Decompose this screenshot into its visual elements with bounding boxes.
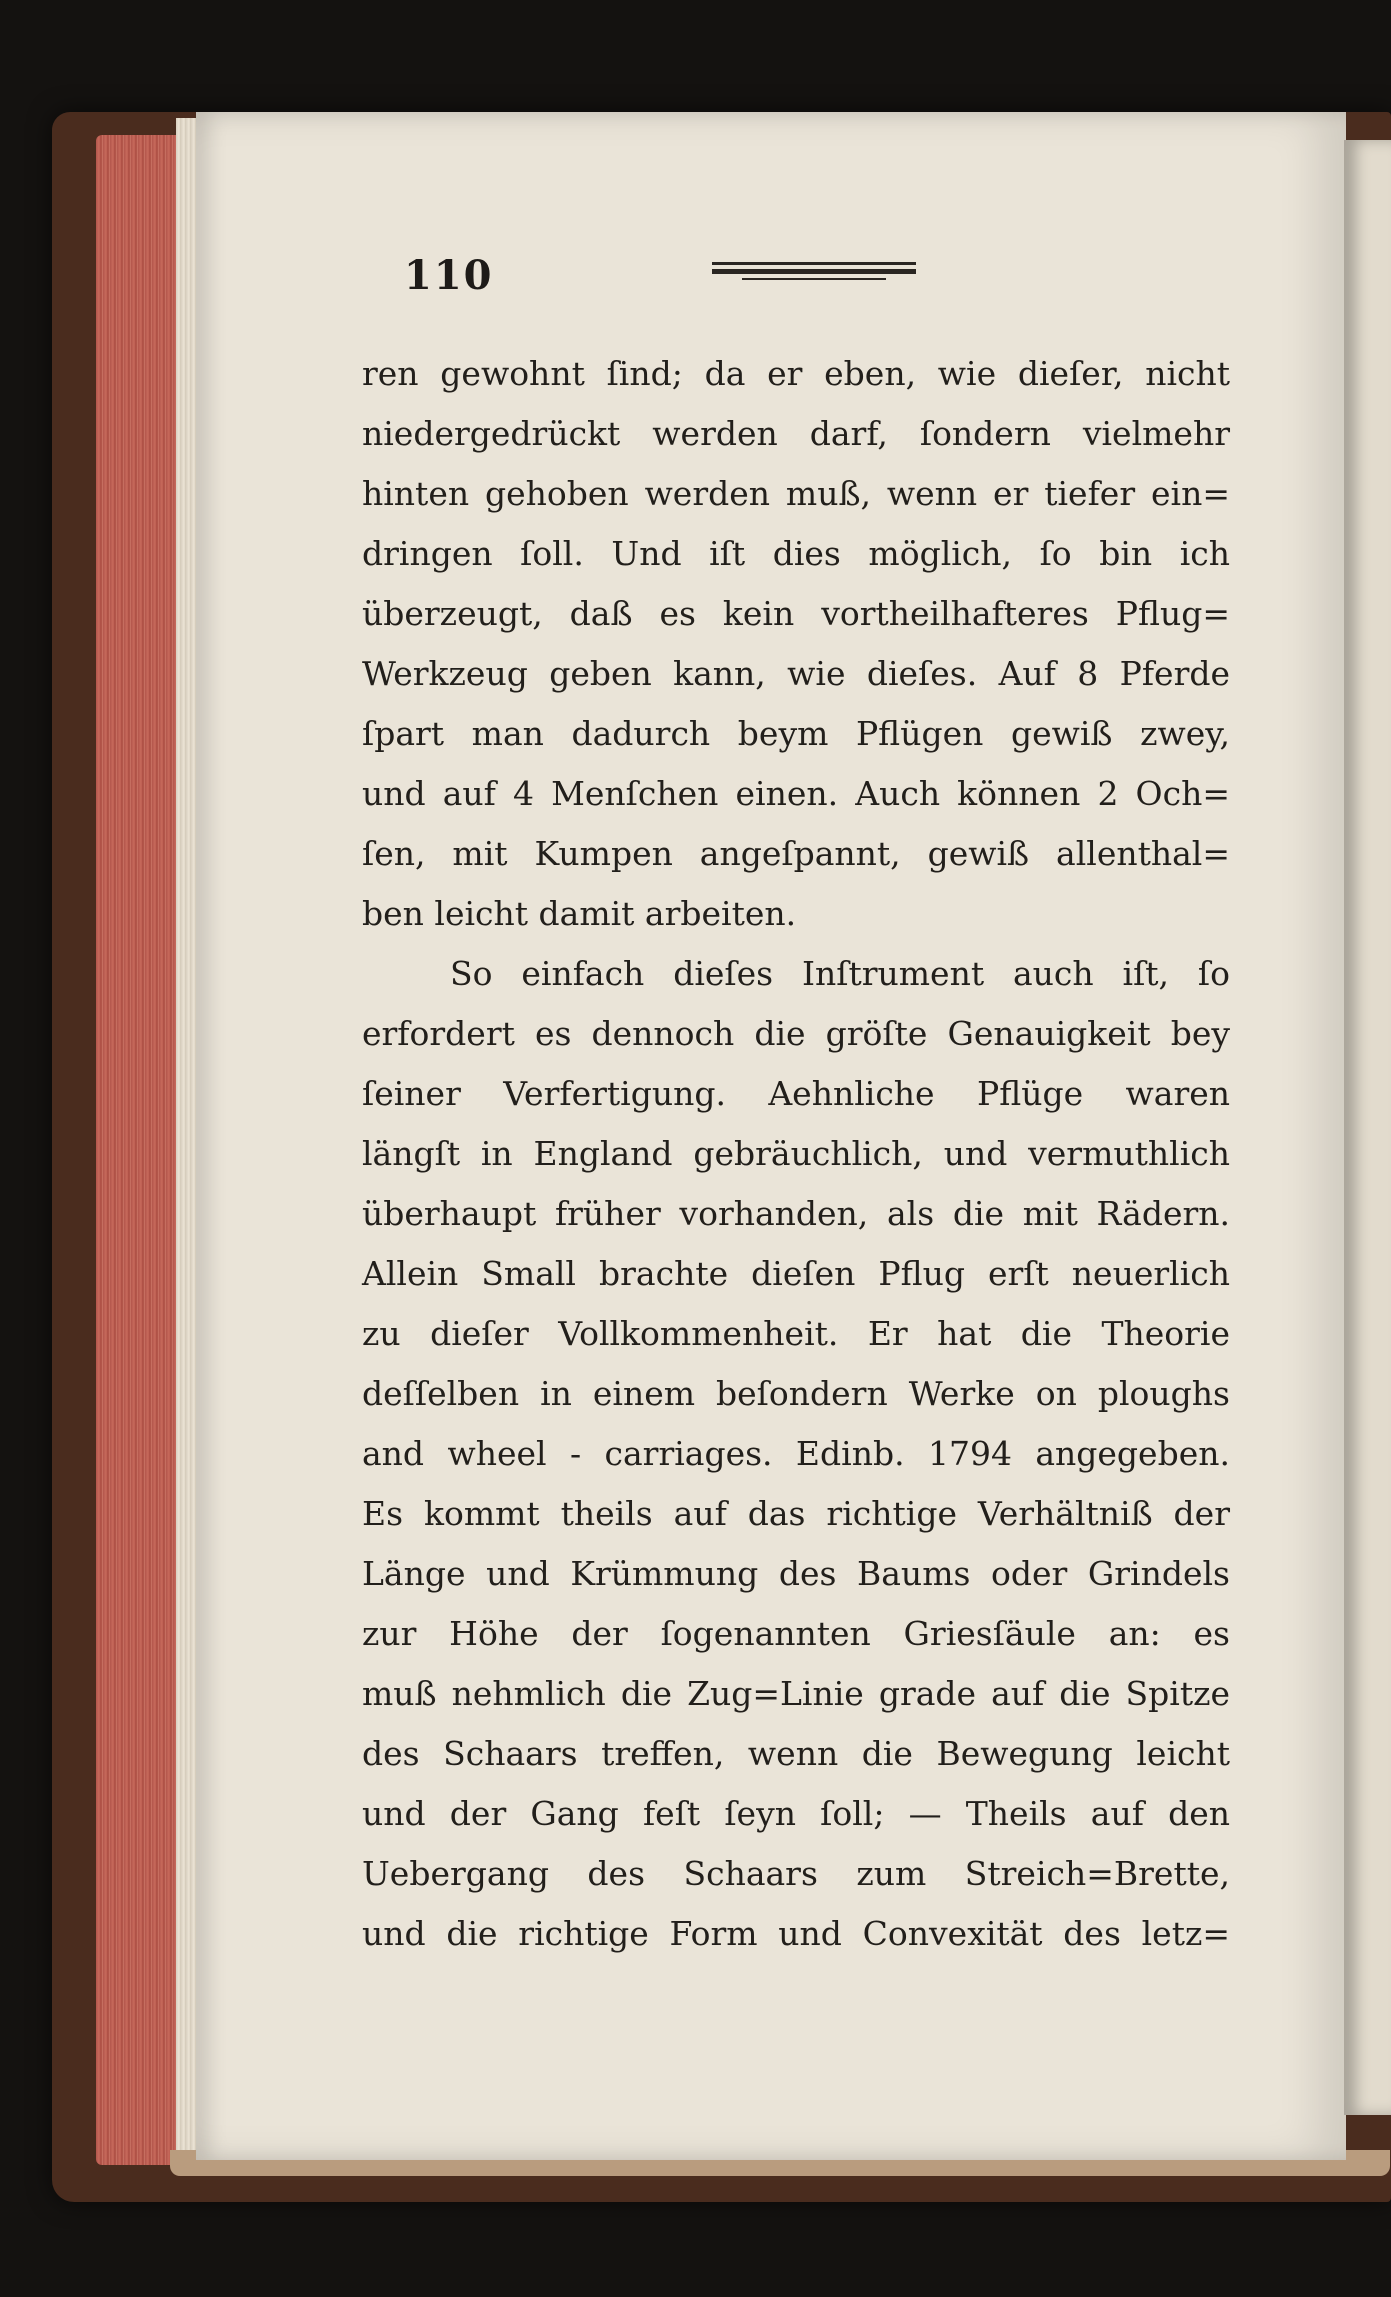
- text-line: ren gewohnt ſind; da er eben, wie dieſer, nicht: [362, 354, 1230, 393]
- text-line: Allein Small brachte dieſen Pflug erſt neuerlich: [362, 1254, 1230, 1293]
- text-line: Es kommt theils auf das richtige Verhältniß der: [362, 1494, 1230, 1533]
- text-line: zu dieſer Vollkommenheit. Er hat die Theorie: [362, 1314, 1230, 1353]
- text-line: und die richtige Form und Convexität des letz=: [362, 1914, 1230, 1953]
- text-line: Uebergang des Schaars zum Streich=Brette,: [362, 1854, 1230, 1893]
- text-line: und auf 4 Menſchen einen. Auch können 2 Och=: [362, 774, 1230, 813]
- text-line: and wheel - carriages. Edinb. 1794 angegeben.: [362, 1434, 1230, 1473]
- text-line: erfordert es dennoch die gröſte Genauigkeit bey: [362, 1014, 1230, 1053]
- text-line: ſeiner Verfertigung. Aehnliche Pflüge waren: [362, 1074, 1230, 1113]
- facing-page-edge: [1344, 140, 1391, 2115]
- text-line: dringen ſoll. Und iſt dies möglich, ſo bin ich: [362, 534, 1230, 573]
- text-line: überzeugt, daß es kein vortheilhafteres Pflug=: [362, 594, 1230, 633]
- text-line: So einfach dieſes Inſtrument auch iſt, ſo: [450, 954, 1230, 993]
- header-rule: [712, 260, 916, 282]
- text-line: zur Höhe der ſogenannten Griesſäule an: es: [362, 1614, 1230, 1653]
- text-line: des Schaars treffen, wenn die Bewegung leicht: [362, 1734, 1230, 1773]
- text-line: ſen, mit Kumpen angeſpannt, gewiß allenthal=: [362, 834, 1230, 873]
- text-line: und der Gang feſt ſeyn ſoll; — Theils auf den: [362, 1794, 1230, 1833]
- text-line: hinten gehoben werden muß, wenn er tiefer ein=: [362, 474, 1230, 513]
- text-line: niedergedrückt werden darf, ſondern vielmehr: [362, 414, 1230, 453]
- text-line: Werkzeug geben kann, wie dieſes. Auf 8 Pferde: [362, 654, 1230, 693]
- page-number: 110: [404, 252, 494, 299]
- text-line: längſt in England gebräuchlich, und vermuthlich: [362, 1134, 1230, 1173]
- text-line: Länge und Krümmung des Baums oder Grindels: [362, 1554, 1230, 1593]
- text-line: überhaupt früher vorhanden, als die mit Rädern.: [362, 1194, 1230, 1233]
- text-line: ben leicht damit arbeiten.: [362, 894, 797, 933]
- text-line: muß nehmlich die Zug=Linie grade auf die Spitze: [362, 1674, 1230, 1713]
- text-line: ſpart man dadurch beym Pflügen gewiß zwey,: [362, 714, 1230, 753]
- body-text: [362, 344, 1230, 1964]
- text-line: deſſelben in einem beſondern Werke on ploughs: [362, 1374, 1230, 1413]
